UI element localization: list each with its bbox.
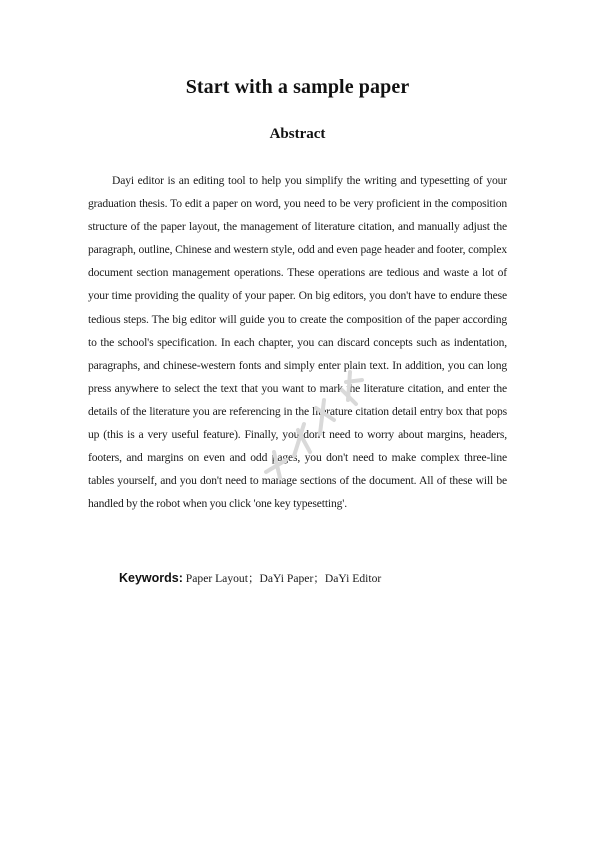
- abstract-body: Dayi editor is an editing tool to help you simplify the writing and typesetting of your graduation thesis. To edit a paper on word, you need to be very proficient in the composition structure of the paper layout, the management of literature citation, and manually adjust the paragraph, outline, Chinese and western style, odd and even page header and footer, complex document section management operations. These operations are tedious and waste a lot of your time providing the quality of your paper. On big editors, you don't have to endure these tedious steps. The big editor will guide you to create the composition of the paper according to the school's specification. In each chapter, you can discard concepts such as indentation, paragraphs, and chinese-western fonts and simply enter plain text. In addition, you can long press anywhere to select the text that you want to mark the literature citation, and enter the details of the literature you are referencing in the literature citation detail entry box that pops up (this is a very useful feature). Finally, you don't need to worry about margins, headers, footers, and margins on even and odd pages, you don't need to make complex three-line tables yourself, and you don't need to manage sections of the document. All of these will be handled by the robot when you click 'one key typesetting'.: [88, 174, 507, 511]
- keywords-value: Paper Layout；DaYi Paper；DaYi Editor: [182, 572, 382, 585]
- abstract-heading: Abstract: [269, 126, 326, 142]
- keywords-label: Keywords:: [119, 571, 183, 585]
- paper-title: Start with a sample paper: [185, 76, 410, 98]
- keywords-line: [119, 570, 519, 586]
